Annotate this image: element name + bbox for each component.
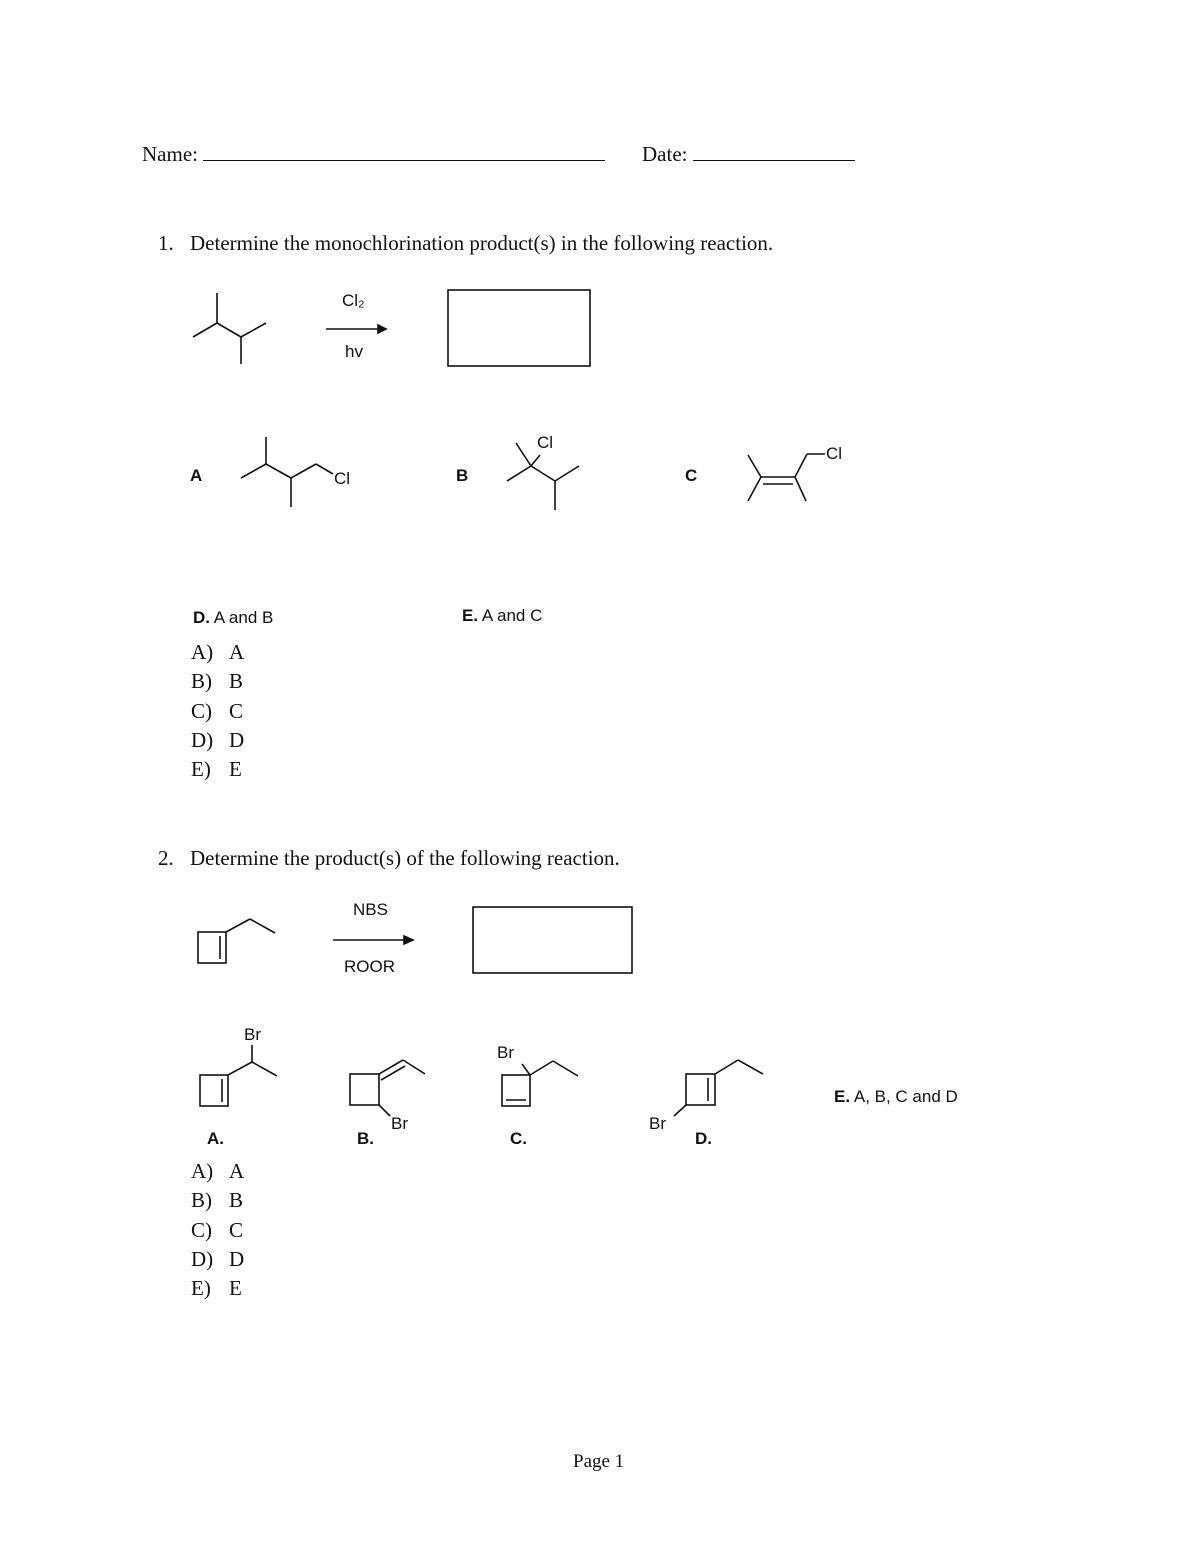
q2-reactant-structure	[198, 919, 275, 963]
q1-option-d-text: A and B	[213, 608, 274, 627]
q1-label-a: A	[190, 466, 203, 485]
question-1-number: 1.	[158, 231, 174, 255]
q1-atom-cl-a: Cl	[334, 469, 351, 488]
q1-option-d-letter: D.	[193, 608, 210, 627]
q2-reagent-top: NBS	[353, 900, 388, 919]
q1-option-e	[462, 606, 542, 626]
q1-option-d	[193, 608, 273, 628]
name-label: Name:	[142, 142, 198, 166]
q1-structure-b	[507, 443, 579, 510]
q2-structure-c	[502, 1061, 578, 1106]
q1-choice-a[interactable]: A) A	[191, 640, 245, 664]
q1-label-b: B	[456, 466, 469, 485]
q1-option-e-letter: E.	[462, 606, 479, 625]
page-number: Page 1	[573, 1451, 625, 1472]
q1-choice-d[interactable]: D) D	[191, 727, 245, 752]
question-1-text: Determine the monochlorination product(s) in the following reaction.	[190, 231, 774, 255]
q2-atom-br-a: Br	[244, 1025, 261, 1044]
q1-atom-cl-c: Cl	[826, 444, 843, 463]
q2-label-c: C.	[510, 1129, 527, 1148]
q2-structure-b	[350, 1060, 425, 1116]
q1-reaction-arrow	[326, 325, 386, 333]
q2-answer-box[interactable]	[473, 907, 632, 973]
q1-structure-a	[241, 437, 333, 507]
q2-choice-d[interactable]: D) D	[191, 1246, 245, 1271]
q1-option-e-text: A and C	[481, 606, 543, 625]
q1-choice-c[interactable]: C) C	[191, 698, 244, 723]
q2-choice-b[interactable]: B) B	[191, 1188, 244, 1213]
q2-atom-br-c: Br	[497, 1043, 514, 1062]
q2-reaction-arrow	[333, 936, 413, 944]
q2-label-b: B.	[357, 1129, 374, 1148]
q2-choice-list	[191, 1157, 244, 1303]
q1-choice-b[interactable]: B) B	[191, 669, 244, 694]
q1-structure-c	[748, 454, 825, 501]
q1-reagent-top: Cl₂	[342, 291, 365, 310]
q1-answer-box[interactable]	[448, 290, 590, 366]
q2-choice-a[interactable]: A) A	[191, 1159, 245, 1183]
q2-atom-br-b: Br	[391, 1114, 408, 1133]
question-2-text: Determine the product(s) of the following reaction.	[190, 846, 620, 870]
date-label: Date:	[642, 142, 688, 166]
q1-label-c: C	[685, 466, 698, 485]
q2-label-a: A.	[207, 1129, 224, 1148]
q2-choice-c[interactable]: C) C	[191, 1217, 244, 1242]
q2-structure-d	[674, 1060, 763, 1116]
q1-reagent-bottom: hv	[345, 342, 363, 361]
q2-structure-a	[200, 1045, 277, 1106]
question-2-number: 2.	[158, 846, 174, 870]
q2-option-e	[834, 1087, 958, 1107]
q1-atom-cl-b: Cl	[537, 433, 554, 452]
q2-option-e-text: A, B, C and D	[853, 1087, 958, 1106]
q2-choice-e[interactable]: E) E	[191, 1276, 242, 1301]
q1-choice-list	[191, 638, 244, 784]
q2-reagent-bottom: ROOR	[344, 957, 395, 976]
q1-choice-e[interactable]: E) E	[191, 757, 242, 782]
q2-label-d: D.	[695, 1129, 712, 1148]
q1-reactant-structure	[193, 293, 266, 364]
q2-option-e-letter: E.	[834, 1087, 851, 1106]
q2-atom-br-d: Br	[649, 1114, 666, 1133]
